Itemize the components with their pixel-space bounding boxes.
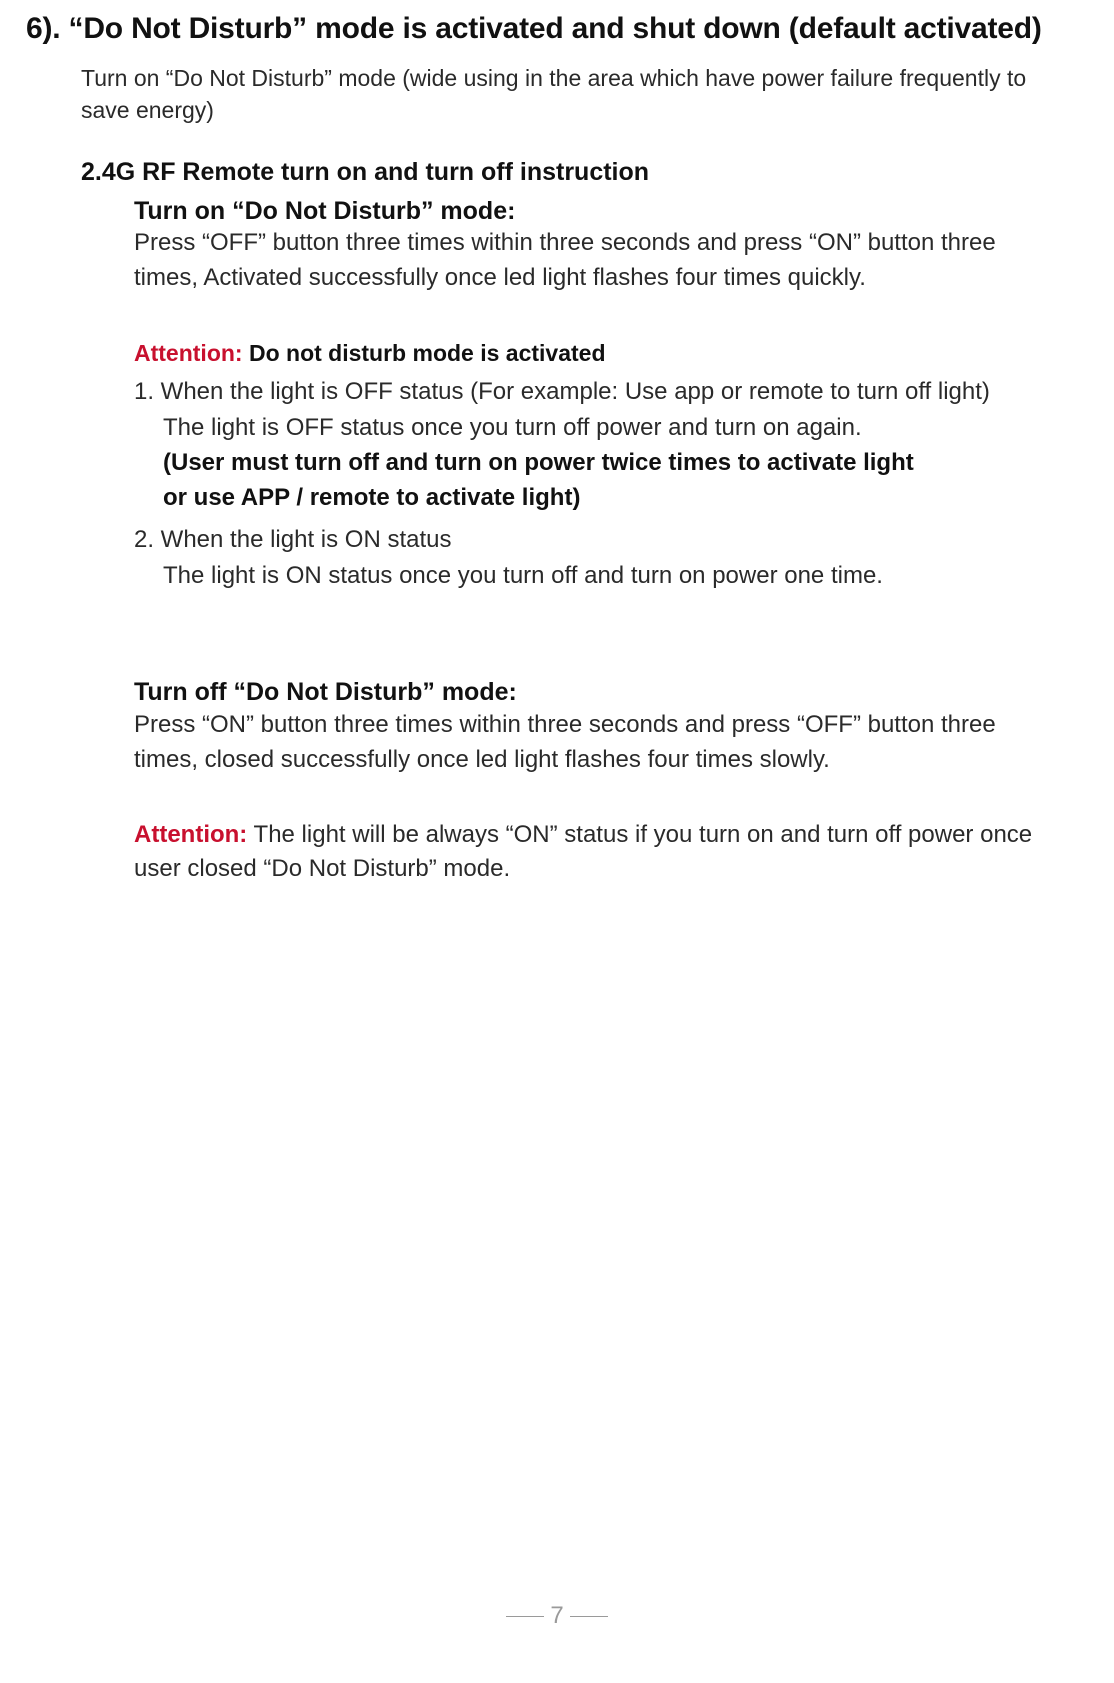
list-item-head: 2. When the light is ON status: [134, 526, 452, 553]
list-item-line: The light is ON status once you turn off and turn on power one time.: [163, 562, 883, 589]
turn-off-heading: Turn off “Do Not Disturb” mode:: [134, 678, 517, 706]
attention-label: Attention:: [134, 821, 248, 848]
list-item-on-status: [134, 526, 1094, 593]
list-item-bold-note: (User must turn off and turn on power twice times to activate light or use APP / remote to activate light): [163, 449, 914, 511]
list-item-line: The light is OFF status once you turn off power and turn on again.: [163, 414, 862, 441]
turn-on-heading: Turn on “Do Not Disturb” mode:: [134, 197, 516, 225]
list-item-head: 1. When the light is OFF status (For example: Use app or remote to turn off light): [134, 378, 990, 405]
footer-rule-right: [570, 1616, 608, 1617]
page-footer: [0, 1602, 1114, 1630]
page-number: 7: [550, 1602, 564, 1629]
rf-remote-subheading: 2.4G RF Remote turn on and turn off instruction: [81, 158, 650, 186]
list-item-body: [134, 410, 1094, 515]
list-item-body: [134, 558, 1094, 593]
intro-text: Turn on “Do Not Disturb” mode (wide using in the area which have power failure frequently to save energy): [81, 65, 1027, 123]
footer-rule-left: [506, 1616, 544, 1617]
turn-on-attention: [134, 340, 606, 367]
attention-text: The light will be always “ON” status if you turn on and turn off power once user closed “Do Not Disturb” mode.: [134, 821, 1033, 882]
list-item-off-status: [134, 378, 1094, 515]
attention-text: Do not disturb mode is activated: [248, 340, 606, 366]
section-title: 6). “Do Not Disturb” mode is activated and shut down (default activated): [26, 12, 1042, 45]
turn-on-instructions: Press “OFF” button three times within three seconds and press “ON” button three times, Activated successfully once led light flashes four times quickly.: [134, 229, 996, 291]
attention-label: Attention:: [134, 340, 243, 366]
turn-off-attention: [134, 818, 1034, 886]
turn-off-instructions: Press “ON” button three times within three seconds and press “OFF” button three times, closed successfully once led light flashes four times slowly.: [134, 711, 996, 773]
